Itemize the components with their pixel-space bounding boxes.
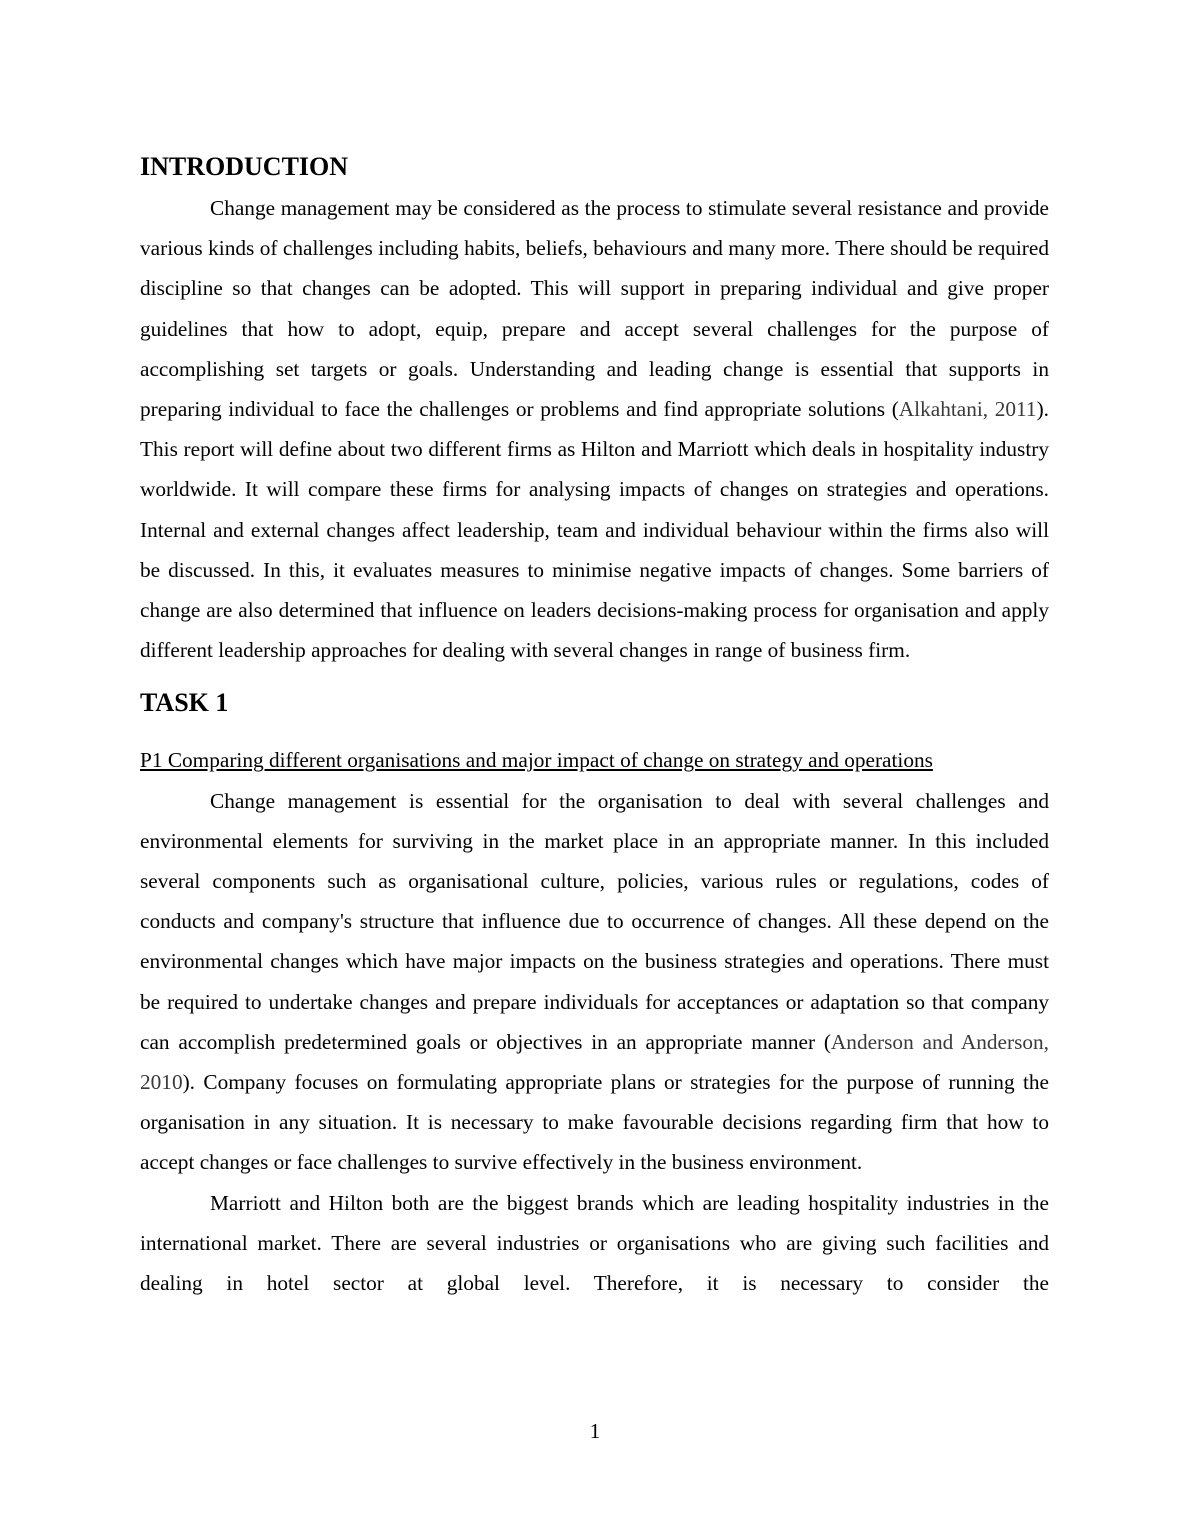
task1-p1-text-part-1: Change management is essential for the organisation to deal with several challenges and environmental elements for surviving in the market place in an appropriate manner. In this included several components such as organisational culture, policies, various rules or regulations, codes of conducts and company's structure that influence due to occurrence of changes. All these depend on the environmental changes which have major impacts on the business strategies and operations. There must be required to undertake changes and prepare individuals for acceptances or adaptation so that company can accomplish predetermined goals or objectives in an appropriate manner (: [140, 788, 1049, 1054]
citation-alkahtani: Alkahtani, 2011: [898, 397, 1037, 422]
intro-text-part-1: Change management may be considered as the process to stimulate several resistance and provide various kinds of challenges including habits, beliefs, behaviours and many more. There should be required discipline so that changes can be adopted. This will support in preparing individual and give proper guidelines that how to adopt, equip, prepare and accept several challenges for the purpose of accomplishing set targets or goals. Understanding and leading change is essential that supports in preparing individual to face the challenges or problems and find appropriate solutions (: [140, 196, 1049, 422]
task1-paragraph-2: Marriott and Hilton both are the biggest brands which are leading hospitality industries in the international market. There are several industries or organisations who are giving such facilities and dealing in hotel sector at global level. Therefore, it is necessary to consider the: [140, 1190, 1049, 1296]
citation-anderson: Anderson and Anderson, 2010: [140, 1029, 1049, 1095]
p1-subheading: P1 Comparing different organisations and major impact of change on strategy and operations: [140, 748, 933, 773]
document-page: [140, 146, 1049, 1303]
page-number: 1: [589, 1419, 601, 1443]
task1-p1-text-part-2: ). Company focuses on formulating appropriate plans or strategies for the purpose of running the organisation in any situation. It is necessary to make favourable decisions regarding firm that how to accept changes or face challenges to survive effectively in the business environment.: [140, 1070, 1049, 1175]
intro-text-part-2: ). This report will define about two different firms as Hilton and Marriott which deals in hospitality industry worldwide. It will compare these firms for analysing impacts of changes on strategies and operations. Internal and external changes affect leadership, team and individual behaviour within the firms also will be discussed. In this, it evaluates measures to minimise negative impacts of changes. Some barriers of change are also determined that influence on leaders decisions-making process for organisation and apply different leadership approaches for dealing with several changes in range of business firm.: [140, 397, 1049, 663]
task1-heading: TASK 1: [140, 688, 229, 718]
introduction-paragraph: [140, 188, 1049, 670]
task1-paragraph-1: [140, 781, 1049, 1183]
introduction-heading: INTRODUCTION: [140, 152, 349, 181]
